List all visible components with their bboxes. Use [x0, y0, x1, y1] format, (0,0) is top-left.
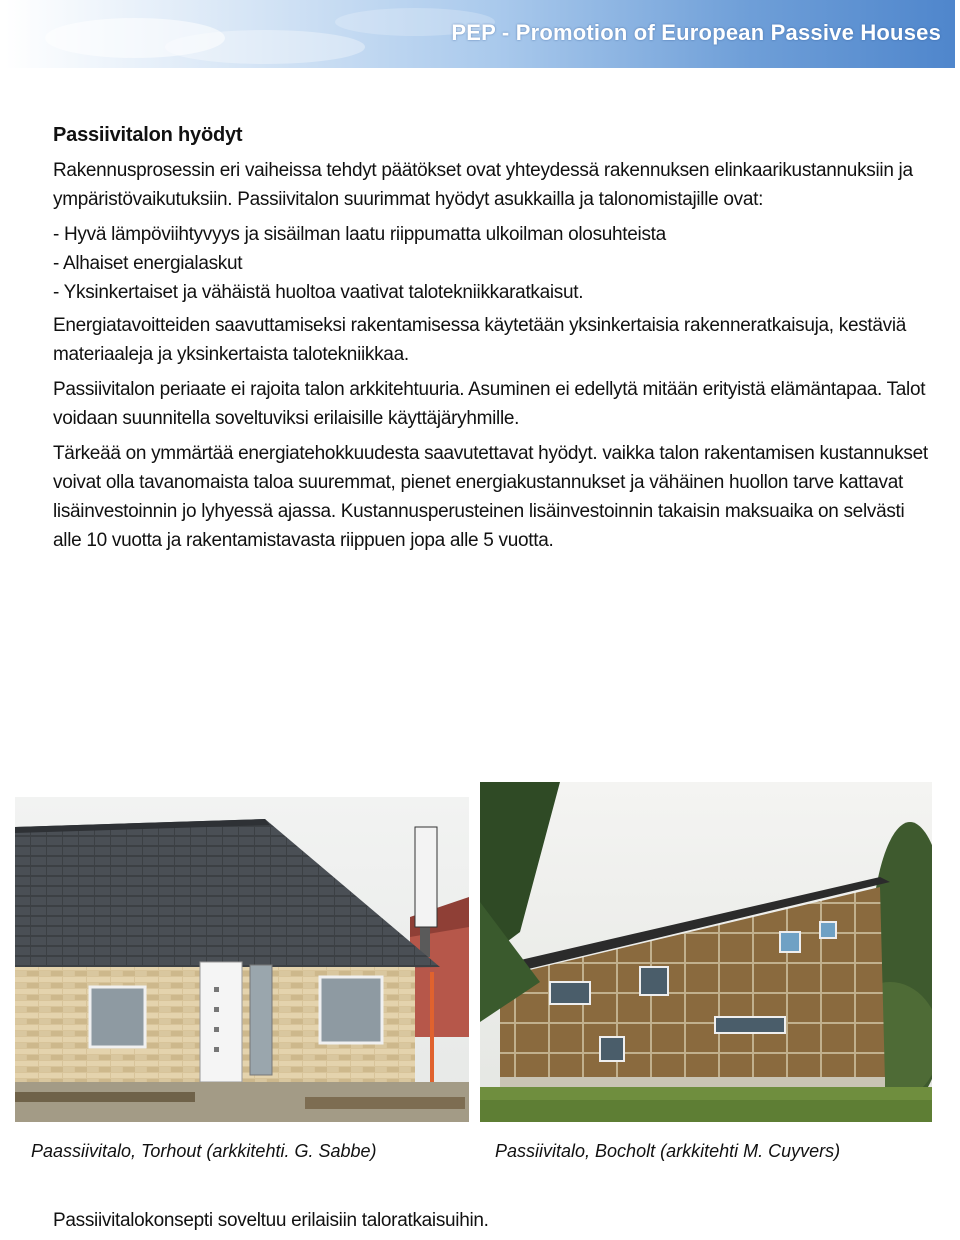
- footer-text: Passiivitalokonsepti soveltuu erilaisiin taloratkaisuihin.: [53, 1210, 489, 1231]
- article-heading: Passiivitalon hyödyt: [53, 124, 243, 146]
- house-illustration-right: [480, 782, 932, 1122]
- list-item: - Yksinkertaiset ja vähäistä huoltoa vaativat talotekniikkaratkaisut.: [53, 282, 584, 303]
- paragraph-structures: Energiatavoitteiden saavuttamiseksi rakentamisessa käytetään yksinkertaisia rakenneratkaisuja, kestäviä materiaaleja ja yksinkertaista talotekniikkaa.: [53, 315, 907, 365]
- photo-torhout-house: [15, 797, 469, 1122]
- house-illustration-left: [15, 797, 469, 1122]
- list-item: - Hyvä lämpöviihtyvyys ja sisäilman laatu riippumatta ulkoilman olosuhteista: [53, 224, 666, 245]
- intro-paragraph: Rakennusprosessin eri vaiheissa tehdyt päätökset ovat yhteydessä rakennuksen elinkaarikustannuksiin ja ympäristövaikutuksiin. Passiivitalon suurimmat hyödyt asukkailla ja talonomistajille ovat:: [53, 160, 913, 210]
- benefits-list: [53, 220, 933, 307]
- banner-title: PEP - Promotion of European Passive Houses: [451, 20, 941, 45]
- list-item: - Alhaiset energialaskut: [53, 253, 243, 274]
- paragraph-costs: Tärkeää on ymmärtää energiatehokkuudesta saavutettavat hyödyt. vaikka talon rakentamisen kustannukset voivat olla tavanomaista taloa suuremmat, pienet energiakustannukset ja vähäinen huollon tarve kattavat lisäinvestoinnin jo lyhyessä ajassa. Kustannusperusteinen lisäinvestoinnin takaisin maksuaika on selvästi alle 10 vuotta ja rakentamistavasta riippuen jopa alle 5 vuotta.: [53, 443, 928, 551]
- photo-bocholt-house: [480, 782, 932, 1122]
- caption-left: Paassiivitalo, Torhout (arkkitehti. G. Sabbe): [31, 1141, 377, 1161]
- header-banner: [5, 0, 955, 68]
- article-body: [53, 120, 933, 561]
- caption-right: Passiivitalo, Bocholt (arkkitehti M. Cuyvers): [495, 1141, 841, 1161]
- paragraph-architecture: Passiivitalon periaate ei rajoita talon arkkitehtuuria. Asuminen ei edellytä mitään erityistä elämäntapaa. Talot voidaan suunnitella soveltuviksi erilaisille käyttäjäryhmille.: [53, 379, 926, 429]
